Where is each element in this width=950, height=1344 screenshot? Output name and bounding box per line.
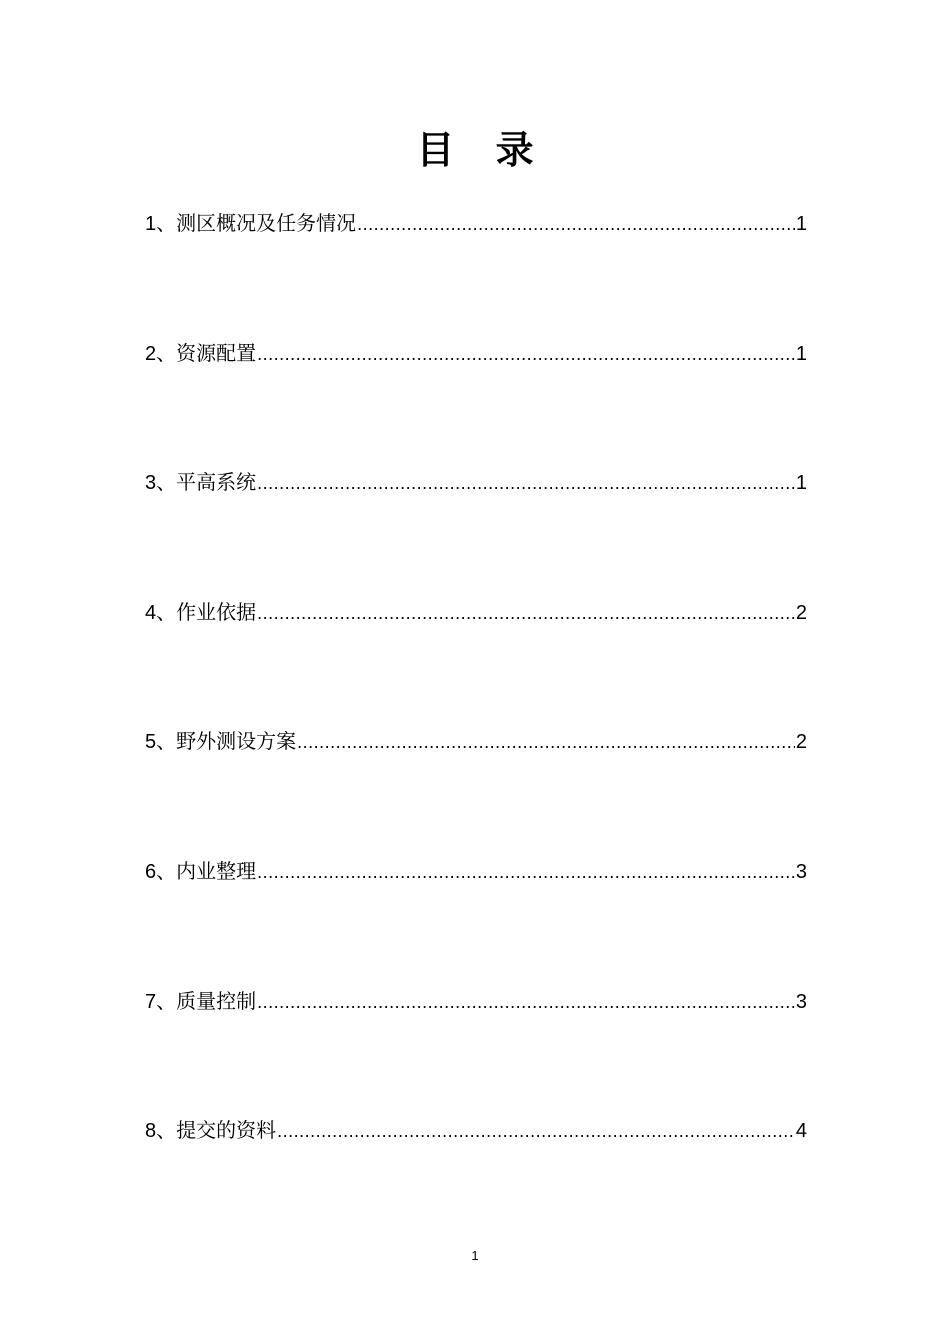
toc-entry-number: 5	[145, 731, 157, 754]
toc-entry-5[interactable]	[145, 726, 807, 756]
toc-entry-page: 3	[795, 990, 807, 1013]
toc-dot-leader	[257, 468, 795, 498]
toc-entry-number: 3	[145, 472, 157, 495]
toc-entry-page: 3	[795, 860, 807, 883]
toc-entry-page: 4	[795, 1120, 807, 1143]
page-title: 目 录	[416, 128, 548, 172]
toc-dot-leader	[357, 209, 795, 239]
toc-entry-label: 提交的资料	[176, 1118, 277, 1143]
toc-dot-leader	[257, 857, 795, 887]
toc-entry-separator: 、	[156, 858, 177, 883]
toc-entry-label: 内业整理	[176, 858, 257, 883]
toc-entry-separator: 、	[156, 729, 177, 754]
toc-entry-number: 1	[145, 213, 157, 235]
toc-entry-6[interactable]	[145, 856, 807, 886]
toc-entry-label: 质量控制	[176, 988, 257, 1013]
toc-entry-page: 1	[795, 342, 807, 365]
toc-entry-number: 4	[145, 601, 157, 624]
toc-entry-label: 作业依据	[176, 599, 257, 624]
toc-entry-page: 2	[795, 601, 807, 624]
toc-entry-4[interactable]	[145, 597, 807, 627]
toc-dot-leader	[257, 598, 795, 628]
toc-entry-8[interactable]	[145, 1115, 807, 1145]
toc-entry-label: 野外测设方案	[176, 729, 297, 754]
page-number: 1	[471, 1248, 479, 1263]
toc-entry-separator: 、	[156, 599, 177, 624]
toc-entry-separator: 、	[156, 1118, 177, 1143]
toc-entry-3[interactable]	[145, 467, 807, 497]
toc-entry-separator: 、	[156, 211, 177, 235]
toc-entry-label: 平高系统	[176, 470, 257, 495]
toc-entry-page: 2	[795, 731, 807, 754]
toc-entry-separator: 、	[156, 470, 177, 495]
toc-entry-number: 8	[145, 1120, 157, 1143]
toc-dot-leader	[257, 339, 795, 369]
toc-entry-number: 6	[145, 860, 157, 883]
toc-entry-label: 测区概况及任务情况	[176, 211, 357, 235]
toc-entry-2[interactable]	[145, 338, 807, 368]
toc-entry-page: 1	[795, 213, 807, 235]
toc-dot-leader	[297, 727, 795, 757]
toc-dot-leader	[257, 987, 795, 1017]
toc-entry-number: 2	[145, 342, 157, 365]
toc-entry-7[interactable]	[145, 986, 807, 1016]
toc-entry-1[interactable]	[145, 208, 807, 238]
table-of-contents	[145, 208, 807, 1245]
toc-entry-page: 1	[795, 472, 807, 495]
toc-dot-leader	[277, 1116, 795, 1146]
toc-entry-separator: 、	[156, 340, 177, 365]
toc-entry-separator: 、	[156, 988, 177, 1013]
toc-entry-label: 资源配置	[176, 340, 257, 365]
toc-entry-number: 7	[145, 990, 157, 1013]
